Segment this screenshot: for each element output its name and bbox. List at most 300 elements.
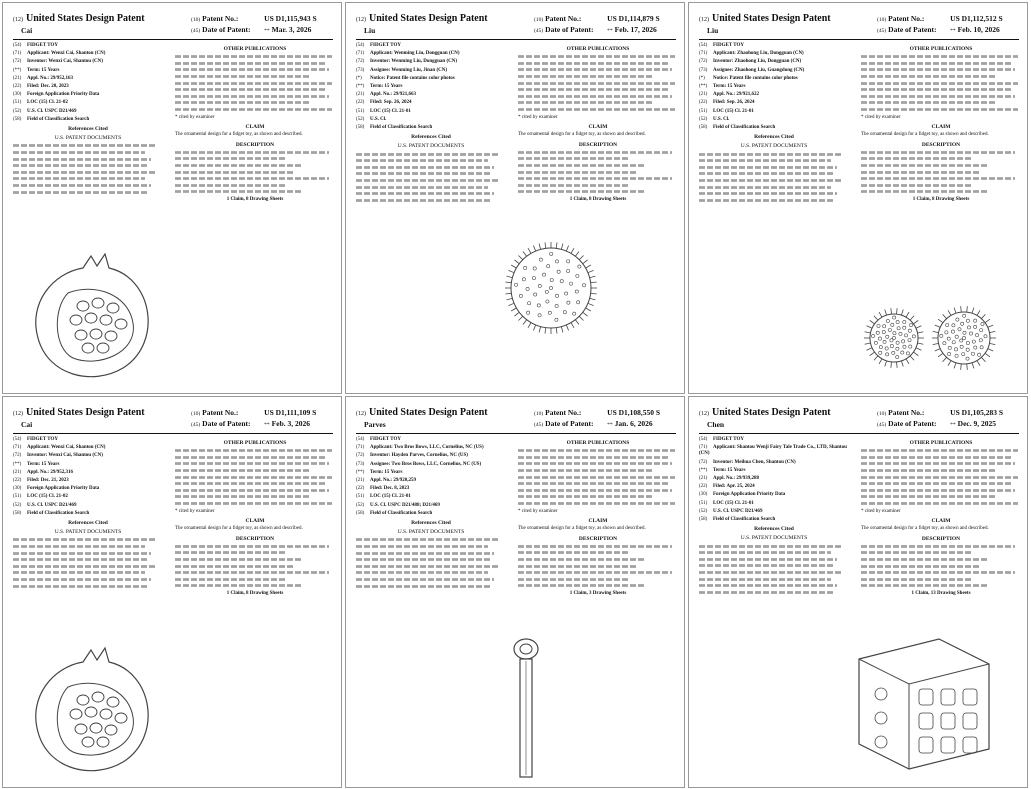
push-bubble bbox=[75, 724, 87, 734]
text-line bbox=[518, 177, 672, 180]
patent-numbers bbox=[191, 408, 333, 430]
date-prefix: ** bbox=[950, 28, 956, 34]
text-line bbox=[518, 565, 638, 568]
text-line bbox=[699, 173, 834, 176]
text-line bbox=[518, 101, 654, 104]
patent-no-label: Patent No.: bbox=[888, 14, 925, 23]
publication-lines bbox=[175, 448, 335, 506]
push-bubble bbox=[105, 725, 117, 735]
text-line bbox=[13, 171, 156, 174]
text-line bbox=[699, 545, 842, 548]
field-text: Notice: Patent file contains color photos bbox=[713, 75, 798, 81]
reference-lines bbox=[699, 544, 849, 595]
text-line bbox=[356, 159, 488, 162]
description-title: DESCRIPTION bbox=[235, 535, 275, 542]
field-text: U.S. Cl. bbox=[370, 116, 387, 122]
field-text: Notice: Patent file contains color photos bbox=[370, 75, 455, 81]
text-line bbox=[518, 449, 675, 452]
text-line bbox=[356, 173, 491, 176]
other-publications-title: OTHER PUBLICATIONS bbox=[909, 46, 973, 52]
text-line bbox=[13, 158, 151, 161]
text-line bbox=[13, 565, 156, 568]
claim-text: The ornamental design for a fidget toy, as shown and described. bbox=[175, 132, 303, 138]
field-code: (71) bbox=[13, 51, 22, 57]
field-text: Inventor: Hayden Parves, Cornelius, NC (US) bbox=[370, 453, 468, 459]
field-code: (72) bbox=[356, 453, 365, 459]
bibliographic-column bbox=[356, 43, 506, 204]
text-line bbox=[518, 171, 638, 174]
publications-column bbox=[861, 43, 1021, 204]
biblio-field bbox=[13, 486, 163, 492]
field-text: Term: 15 Years bbox=[27, 67, 60, 73]
publications-column bbox=[861, 437, 1021, 598]
references-title: References Cited bbox=[411, 134, 451, 141]
biblio-field bbox=[699, 437, 849, 443]
code-patent-no: (10) bbox=[534, 17, 544, 23]
text-line bbox=[699, 153, 842, 156]
field-text: Foreign Application Priority Data bbox=[27, 486, 100, 492]
claim-title: CLAIM bbox=[245, 124, 265, 131]
text-line bbox=[356, 166, 494, 169]
text-line bbox=[518, 545, 672, 548]
field-code: (21) bbox=[356, 478, 365, 484]
text-line bbox=[861, 177, 1015, 180]
field-code: (21) bbox=[356, 92, 365, 98]
field-text: Term: 15 Years bbox=[713, 84, 746, 90]
field-list bbox=[699, 43, 849, 131]
patent-header bbox=[699, 13, 1019, 40]
other-publications-title: OTHER PUBLICATIONS bbox=[223, 440, 287, 446]
biblio-field bbox=[356, 92, 506, 98]
text-line bbox=[175, 157, 287, 160]
text-line bbox=[518, 95, 672, 98]
reference-lines bbox=[699, 152, 849, 203]
text-line bbox=[175, 184, 287, 187]
claims-count: 1 Claim, 8 Drawing Sheets bbox=[226, 197, 284, 203]
reference-lines bbox=[13, 143, 163, 194]
field-text: U.S. Cl. USPC D21/469 bbox=[27, 108, 77, 114]
text-line bbox=[861, 558, 989, 561]
field-code: (*) bbox=[356, 75, 362, 81]
text-line bbox=[861, 456, 1011, 459]
biblio-field bbox=[356, 486, 506, 492]
field-code: (71) bbox=[699, 445, 708, 451]
text-line bbox=[861, 108, 1018, 111]
patent-title: United States Design Patent bbox=[369, 13, 488, 24]
biblio-field bbox=[699, 59, 849, 65]
text-line bbox=[861, 551, 973, 554]
text-line bbox=[175, 88, 325, 91]
references-title: References Cited bbox=[754, 526, 794, 533]
field-code: (73) bbox=[356, 67, 365, 73]
field-code: (21) bbox=[699, 476, 708, 482]
patent-number: US D1,115,943 S bbox=[264, 14, 317, 23]
field-text: LOC (15) Cl. 21-02 bbox=[27, 100, 68, 106]
pomegranate-toy-drawing bbox=[13, 248, 173, 388]
text-line bbox=[861, 151, 1015, 154]
field-code: (22) bbox=[13, 84, 22, 90]
text-line bbox=[518, 88, 668, 91]
claim-title: CLAIM bbox=[588, 518, 608, 525]
field-text: Foreign Application Priority Data bbox=[713, 492, 786, 498]
field-code: (30) bbox=[13, 486, 22, 492]
cited-by-examiner: * cited by examiner bbox=[518, 114, 558, 120]
push-bubble bbox=[82, 737, 94, 747]
biblio-field bbox=[699, 92, 849, 98]
description-lines bbox=[518, 544, 678, 589]
date-label: Date of Patent: bbox=[888, 419, 937, 428]
code-date: (45) bbox=[877, 28, 887, 34]
push-bubble bbox=[75, 330, 87, 340]
text-line bbox=[175, 449, 332, 452]
biblio-field bbox=[699, 68, 849, 74]
patent-page bbox=[2, 2, 342, 394]
claims-count: 1 Claim, 8 Drawing Sheets bbox=[569, 197, 627, 203]
text-line bbox=[175, 108, 332, 111]
biblio-field bbox=[356, 76, 506, 82]
text-line bbox=[13, 164, 148, 167]
biblio-field bbox=[13, 100, 163, 106]
field-code: (30) bbox=[699, 492, 708, 498]
text-line bbox=[861, 584, 989, 587]
inventor-surname: Cai bbox=[21, 420, 33, 429]
field-text: Field of Classification Search bbox=[370, 125, 433, 131]
reference-lines bbox=[13, 537, 163, 588]
text-line bbox=[356, 186, 488, 189]
biblio-field bbox=[13, 478, 163, 484]
description-title: DESCRIPTION bbox=[921, 141, 961, 148]
patent-header bbox=[356, 407, 676, 434]
biblio-field bbox=[356, 109, 506, 115]
patent-date: Feb. 10, 2026 bbox=[957, 25, 1000, 34]
text-line bbox=[356, 572, 488, 575]
text-line bbox=[861, 449, 1018, 452]
field-text: LOC (15) Cl. 21-01 bbox=[370, 108, 411, 114]
patent-date: Feb. 3, 2026 bbox=[271, 419, 311, 428]
patent-title: United States Design Patent bbox=[712, 13, 831, 24]
spiky-ball-pair-drawing bbox=[864, 303, 1004, 373]
inventor-surname: Liu bbox=[364, 26, 376, 35]
patent-no-label: Patent No.: bbox=[545, 14, 582, 23]
text-line bbox=[861, 545, 1015, 548]
patent-numbers bbox=[534, 408, 676, 430]
text-line bbox=[861, 502, 1018, 505]
field-text: Appl. No.: 29/921,622 bbox=[713, 92, 759, 98]
references-title: References Cited bbox=[754, 134, 794, 141]
text-line bbox=[518, 456, 668, 459]
field-text: Assignee: Zhaohong Liu, Guangdong (CN) bbox=[713, 67, 805, 73]
patent-title: United States Design Patent bbox=[26, 13, 145, 24]
field-code: (51) bbox=[13, 100, 22, 106]
text-line bbox=[518, 502, 675, 505]
text-line bbox=[861, 55, 1018, 58]
other-publications-title: OTHER PUBLICATIONS bbox=[566, 440, 630, 446]
text-line bbox=[175, 456, 325, 459]
field-code: (71) bbox=[13, 445, 22, 451]
field-list bbox=[356, 437, 506, 517]
text-line bbox=[356, 565, 499, 568]
text-line bbox=[861, 190, 989, 193]
patent-title: United States Design Patent bbox=[26, 407, 145, 418]
text-line bbox=[518, 151, 672, 154]
field-text: Applicant: Wenxi Cai, Shantou (CN) bbox=[27, 51, 106, 57]
text-line bbox=[175, 558, 303, 561]
field-code: (58) bbox=[13, 510, 22, 516]
patent-title-line bbox=[699, 407, 831, 418]
field-text: U.S. Cl. USPC D21/469 bbox=[713, 508, 763, 514]
other-publications-title: OTHER PUBLICATIONS bbox=[223, 46, 287, 52]
biblio-field bbox=[699, 501, 849, 507]
field-code: (54) bbox=[699, 437, 708, 442]
biblio-field bbox=[699, 51, 849, 57]
text-line bbox=[356, 199, 491, 202]
references-subtitle: U.S. PATENT DOCUMENTS bbox=[740, 535, 808, 542]
code-title: (12) bbox=[699, 411, 709, 417]
field-code: (*) bbox=[699, 75, 705, 81]
biblio-field bbox=[699, 509, 849, 515]
field-text: Inventor: Wenxi Cai, Shantou (CN) bbox=[27, 453, 103, 459]
patent-no-label: Patent No.: bbox=[202, 408, 239, 417]
inventor-surname: Chen bbox=[707, 420, 725, 429]
biblio-field bbox=[13, 76, 163, 82]
text-line bbox=[175, 55, 332, 58]
field-text: Assignee: Two Bros Bows, LLC, Cornelius, NC (US) bbox=[370, 461, 482, 467]
other-publications-title: OTHER PUBLICATIONS bbox=[566, 46, 630, 52]
text-line bbox=[861, 95, 1015, 98]
code-patent-no: (10) bbox=[191, 411, 201, 417]
biblio-field bbox=[356, 59, 506, 65]
field-list bbox=[356, 43, 506, 131]
push-bubble bbox=[115, 319, 127, 329]
field-text: Field of Classification Search bbox=[370, 510, 433, 516]
biblio-field bbox=[699, 468, 849, 474]
text-line bbox=[356, 545, 488, 548]
biblio-field bbox=[356, 51, 506, 57]
field-text: Appl. No.: 29/952,316 bbox=[27, 469, 73, 475]
field-text: U.S. Cl. USPC D21/488; D21/469 bbox=[370, 502, 440, 508]
references-subtitle: U.S. PATENT DOCUMENTS bbox=[54, 135, 122, 142]
field-code: (51) bbox=[699, 108, 708, 114]
description-title: DESCRIPTION bbox=[921, 535, 961, 542]
code-date: (45) bbox=[534, 422, 544, 428]
biblio-field bbox=[13, 503, 163, 509]
text-line bbox=[175, 151, 329, 154]
patent-date: Mar. 3, 2026 bbox=[271, 25, 312, 34]
text-line bbox=[861, 565, 981, 568]
text-line bbox=[175, 584, 303, 587]
date-label: Date of Patent: bbox=[545, 25, 594, 34]
claim-text: The ornamental design for a fidget toy, as shown and described. bbox=[175, 526, 303, 532]
text-line bbox=[861, 75, 997, 78]
publications-column bbox=[518, 437, 678, 598]
code-title: (12) bbox=[699, 17, 709, 23]
description-title: DESCRIPTION bbox=[578, 535, 618, 542]
biblio-field bbox=[356, 117, 506, 123]
biblio-field bbox=[13, 43, 163, 49]
references-subtitle: U.S. PATENT DOCUMENTS bbox=[397, 143, 465, 150]
cited-by-examiner: * cited by examiner bbox=[518, 508, 558, 514]
patent-date: Feb. 17, 2026 bbox=[614, 25, 657, 34]
patent-page bbox=[345, 396, 685, 788]
biblio-field bbox=[699, 445, 849, 457]
text-line bbox=[861, 578, 973, 581]
field-text: Foreign Application Priority Data bbox=[27, 92, 100, 98]
claim-title: CLAIM bbox=[588, 124, 608, 131]
text-line bbox=[518, 164, 646, 167]
text-line bbox=[699, 192, 837, 195]
code-title: (12) bbox=[13, 17, 23, 23]
bibliographic-column bbox=[699, 43, 849, 204]
text-line bbox=[518, 476, 675, 479]
code-date: (45) bbox=[191, 422, 201, 428]
text-line bbox=[13, 184, 151, 187]
patent-no-label: Patent No.: bbox=[202, 14, 239, 23]
field-text: Filed: Dec. 8, 2023 bbox=[370, 486, 410, 492]
cited-by-examiner: * cited by examiner bbox=[175, 114, 215, 120]
field-code: (51) bbox=[13, 494, 22, 500]
publications-column bbox=[175, 437, 335, 598]
text-line bbox=[356, 192, 494, 195]
spiky-ball bbox=[505, 242, 597, 334]
text-line bbox=[518, 578, 630, 581]
field-text: Filed: Sep. 26, 2024 bbox=[713, 100, 755, 106]
field-code: (22) bbox=[356, 100, 365, 106]
push-bubble bbox=[85, 313, 97, 323]
patent-number: US D1,108,550 S bbox=[607, 408, 661, 417]
field-text: Appl. No.: 29/952,163 bbox=[27, 75, 73, 81]
patent-title-line bbox=[356, 407, 488, 418]
patent-header bbox=[13, 13, 333, 40]
field-code: (58) bbox=[356, 125, 365, 131]
text-line bbox=[861, 469, 997, 472]
text-line bbox=[356, 539, 499, 542]
description-lines bbox=[518, 150, 678, 195]
text-line bbox=[175, 82, 332, 85]
description-title: DESCRIPTION bbox=[578, 141, 618, 148]
field-text: U.S. Cl. bbox=[713, 116, 730, 122]
text-line bbox=[175, 101, 311, 104]
biblio-field bbox=[13, 109, 163, 115]
push-bubble bbox=[115, 713, 127, 723]
publication-lines bbox=[861, 448, 1021, 506]
toy-face bbox=[57, 683, 133, 755]
field-code: (54) bbox=[356, 437, 365, 442]
field-code: (21) bbox=[13, 75, 22, 81]
references-subtitle: U.S. PATENT DOCUMENTS bbox=[397, 529, 465, 536]
code-patent-no: (10) bbox=[534, 411, 544, 417]
inventor-surname: Cai bbox=[21, 26, 33, 35]
patent-header bbox=[356, 13, 676, 40]
field-text: Applicant: Shantou Wenji Fairy Tale Trade Co., LTD, Shantou (CN) bbox=[699, 445, 847, 457]
description-lines bbox=[175, 544, 335, 589]
text-line bbox=[175, 171, 295, 174]
field-code: (72) bbox=[699, 459, 708, 465]
text-line bbox=[13, 145, 156, 148]
biblio-field bbox=[13, 51, 163, 57]
code-date: (45) bbox=[877, 422, 887, 428]
text-line bbox=[518, 82, 675, 85]
push-bubble bbox=[77, 301, 89, 311]
text-line bbox=[699, 186, 831, 189]
patent-title-line bbox=[356, 13, 488, 24]
biblio-field bbox=[699, 76, 849, 82]
text-line bbox=[13, 558, 148, 561]
publications-column bbox=[175, 43, 335, 204]
push-bubble bbox=[107, 697, 119, 707]
claims-count: 1 Claim, 13 Drawing Sheets bbox=[911, 591, 971, 597]
claim-title: CLAIM bbox=[931, 518, 951, 525]
text-line bbox=[861, 157, 973, 160]
push-bubble bbox=[107, 303, 119, 313]
biblio-field bbox=[356, 503, 506, 509]
text-line bbox=[175, 469, 311, 472]
field-text: Filed: Sep. 26, 2024 bbox=[370, 100, 412, 106]
text-line bbox=[518, 62, 668, 65]
biblio-field bbox=[13, 470, 163, 476]
references-title: References Cited bbox=[68, 520, 108, 527]
biblio-field bbox=[699, 484, 849, 490]
patent-numbers bbox=[191, 14, 333, 36]
text-line bbox=[699, 166, 837, 169]
patent-title-line bbox=[13, 13, 145, 24]
patent-header bbox=[13, 407, 333, 434]
biblio-field bbox=[356, 125, 506, 131]
field-code: (58) bbox=[356, 510, 365, 516]
text-line bbox=[175, 62, 325, 65]
patent-page bbox=[345, 2, 685, 394]
claims-count: 1 Claim, 3 Drawing Sheets bbox=[569, 591, 627, 597]
stick-toy bbox=[514, 639, 538, 777]
field-text: FIDGET TOY bbox=[27, 43, 58, 48]
field-code: (21) bbox=[13, 469, 22, 475]
text-line bbox=[699, 558, 837, 561]
field-text: Inventor: Wenming Liu, Dongguan (CN) bbox=[370, 59, 458, 65]
claim-title: CLAIM bbox=[931, 124, 951, 131]
push-bubble bbox=[77, 695, 89, 705]
patent-page bbox=[688, 2, 1028, 394]
biblio-field bbox=[356, 437, 506, 443]
text-line bbox=[699, 159, 831, 162]
publication-lines bbox=[518, 448, 678, 506]
date-prefix: ** bbox=[264, 422, 270, 428]
push-bubble bbox=[100, 315, 112, 325]
patent-number: US D1,111,109 S bbox=[264, 408, 317, 417]
text-line bbox=[356, 585, 491, 588]
field-text: Inventor: Meihua Chen, Shantou (CN) bbox=[713, 459, 796, 465]
text-line bbox=[13, 178, 145, 181]
text-line bbox=[861, 184, 973, 187]
field-text: FIDGET TOY bbox=[713, 437, 744, 442]
field-code: (73) bbox=[699, 67, 708, 73]
field-text: Term: 15 Years bbox=[27, 461, 60, 467]
text-line bbox=[861, 69, 1015, 72]
publications-column bbox=[518, 43, 678, 204]
field-code: (52) bbox=[356, 116, 365, 122]
text-line bbox=[175, 177, 329, 180]
text-line bbox=[861, 62, 1011, 65]
text-line bbox=[861, 489, 1015, 492]
text-line bbox=[699, 591, 834, 594]
biblio-field bbox=[699, 84, 849, 90]
claims-count: 1 Claim, 8 Drawing Sheets bbox=[226, 591, 284, 597]
text-line bbox=[175, 482, 325, 485]
text-line bbox=[175, 489, 329, 492]
text-line bbox=[175, 164, 303, 167]
stick-toy-drawing bbox=[496, 635, 556, 785]
description-lines bbox=[861, 150, 1021, 195]
push-bubble bbox=[90, 329, 102, 339]
text-line bbox=[13, 151, 145, 154]
